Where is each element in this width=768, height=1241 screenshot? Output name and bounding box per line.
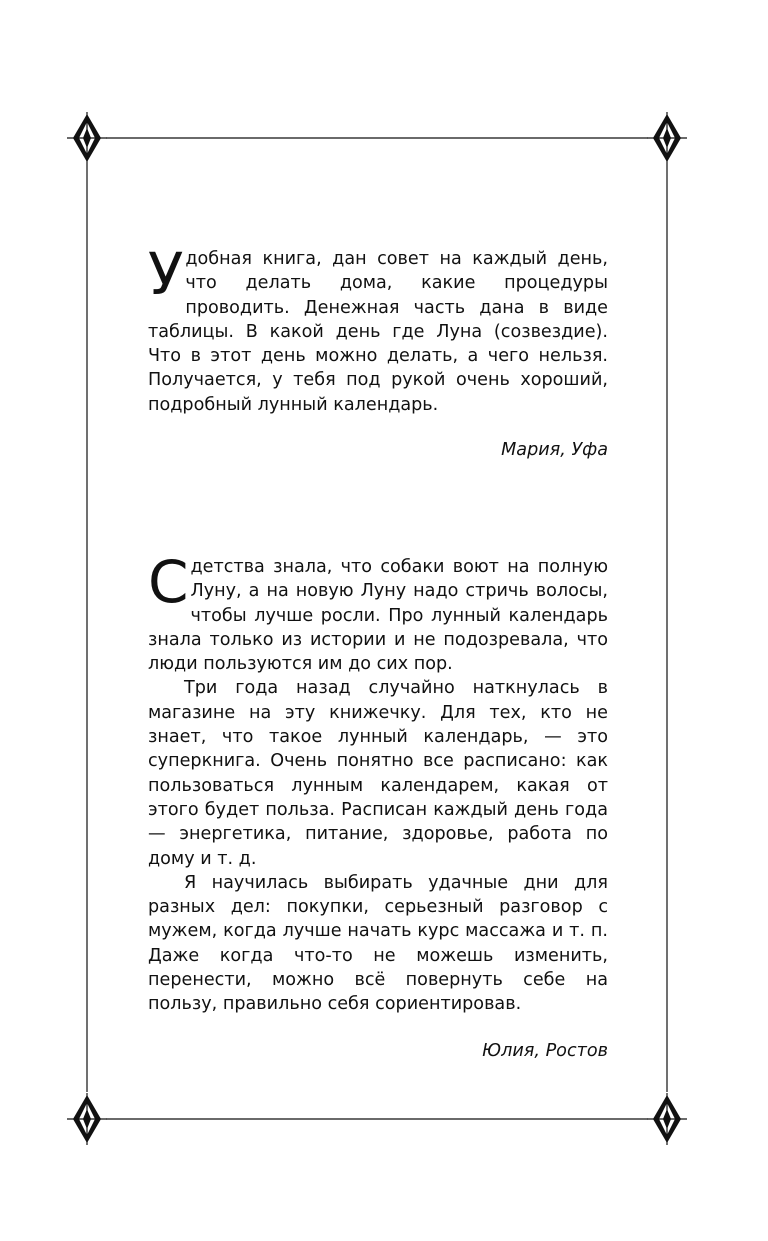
review-paragraph: Три года назад случайно наткнулась в магазине на эту книжечку. Для тех, кто не знает, что такое лунный календарь, — это суперкнига. Очень понятно все расписано: как пользоваться лунным календарем, какая от этого будет польза. Расписан каждый день года — энергетика, питание, здоровье, работа по дому и т. д.: [148, 678, 608, 869]
review-paragraph: Я научилась выбирать удачные дни для разных дел: покупки, серьезный разговор с мужем, когда лучше начать курс массажа и т. п. Даже когда что-то не можешь изменить, перенести, можно всё повернуть себе на пользу, правильно себя сориентировав.: [148, 872, 608, 1015]
corner-ornament-bottom-left: [67, 1093, 107, 1145]
drop-cap: У: [148, 240, 184, 308]
corner-ornament-top-right: [647, 112, 687, 164]
review-yulia: [148, 548, 608, 1063]
drop-cap: С: [148, 548, 189, 616]
corner-ornament-top-left: [67, 112, 107, 164]
review-signature: Юлия, Ростов: [482, 1040, 608, 1061]
corner-ornament-bottom-right: [647, 1093, 687, 1145]
review-signature: Мария, Уфа: [501, 440, 608, 461]
review-paragraph: [148, 548, 608, 676]
review-maria: [148, 240, 608, 462]
review-paragraph: [148, 240, 608, 417]
review-text: добная книга, дан совет на каждый день, что делать дома, какие процедуры проводить. Денежная часть дана в виде таблицы. В какой день где Луна (созвездие). Что в этот день можно делать, а чего нельзя. Получается, у тебя под рукой очень хороший, подробный лунный календарь.: [148, 249, 608, 415]
review-text: детства знала, что собаки воют на полную Луну, а на новую Луну надо стричь волосы, чтобы лучше росли. Про лунный календарь знала только из истории и не подозревала, что люди пользуются им до сих пор.: [148, 557, 608, 675]
